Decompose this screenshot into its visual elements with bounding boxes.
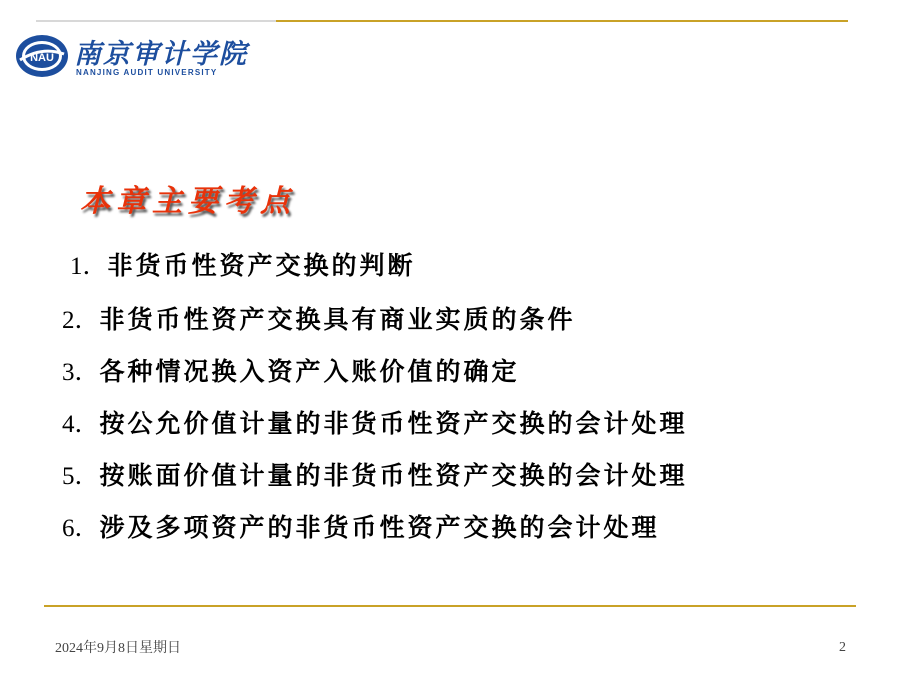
university-logo xyxy=(14,30,248,82)
key-point-2 xyxy=(62,300,576,336)
emblem-text: NAU xyxy=(30,52,54,64)
key-point-text: 各种情况换入资产入账价值的确定 xyxy=(99,357,520,386)
key-point-text: 按公允价值计量的非货币性资产交换的会计处理 xyxy=(99,409,688,438)
footer-divider xyxy=(44,605,856,607)
logo-name-cn: 南京审计学院 xyxy=(74,39,248,70)
key-point-number: 2． xyxy=(62,307,100,334)
key-point-number: 6． xyxy=(62,515,100,542)
key-point-5 xyxy=(62,456,688,492)
slide-heading: 本章主要考点 xyxy=(80,184,296,219)
key-point-number: 3． xyxy=(62,359,100,386)
key-point-number: 5． xyxy=(62,463,100,490)
key-point-text: 非货币性资产交换具有商业实质的条件 xyxy=(99,305,576,334)
key-point-number: 4． xyxy=(62,411,100,438)
page-number: 2 xyxy=(839,640,846,655)
key-point-6 xyxy=(62,508,660,544)
key-point-3 xyxy=(62,352,520,388)
key-point-number: 1． xyxy=(70,253,108,280)
key-point-4 xyxy=(62,404,688,440)
key-point-text: 按账面价值计量的非货币性资产交换的会计处理 xyxy=(99,461,688,490)
header-divider-gray xyxy=(36,20,276,22)
university-emblem-icon xyxy=(14,32,70,80)
key-point-text: 非货币性资产交换的判断 xyxy=(107,251,416,280)
footer-date: 2024年9月8日星期日 xyxy=(55,641,181,656)
key-point-1 xyxy=(70,246,416,282)
logo-name-en: NANJING AUDIT UNIVERSITY xyxy=(76,68,218,77)
key-point-text: 涉及多项资产的非货币性资产交换的会计处理 xyxy=(99,513,660,542)
header-divider-gold xyxy=(276,20,848,22)
